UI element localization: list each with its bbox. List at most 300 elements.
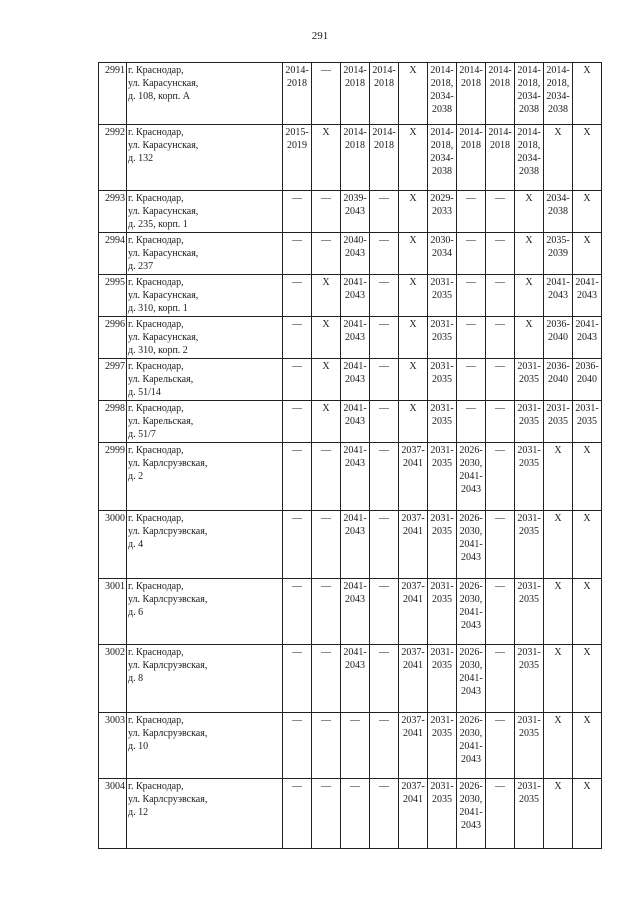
period-cell [370,779,399,849]
period-line: 2041- [343,319,367,330]
address-line: г. Краснодар, [128,127,184,138]
period-cell [428,511,457,579]
table-row [99,275,602,317]
period-line: 2043 [548,290,568,301]
period-cell [486,713,515,779]
period-line: 2041- [343,361,367,372]
period-line: 2018 [490,140,510,151]
x-mark: X [554,513,562,524]
address-cell [127,63,283,125]
period-line: 2041 [403,526,423,537]
period-line: 2038 [432,166,452,177]
period-line: 2030, [459,660,483,671]
period-cell [370,511,399,579]
period-cell [399,191,428,233]
period-cell [428,779,457,849]
period-line: 2018, [430,140,454,151]
x-mark: X [409,319,417,330]
period-line: 2043 [461,552,481,563]
period-line: 2037- [401,445,425,456]
period-cell [370,125,399,191]
period-cell [399,275,428,317]
x-mark: X [583,445,591,456]
period-line: 2035 [432,794,452,805]
period-cell [283,645,312,713]
x-mark: X [583,781,591,792]
x-mark: X [583,193,591,204]
address-cell [127,511,283,579]
period-line: 2026- [459,715,483,726]
dash-mark: — [379,445,389,456]
period-cell [283,125,312,191]
period-line: 2014- [459,65,483,76]
x-mark: X [554,781,562,792]
period-cell [457,579,486,645]
period-cell [486,359,515,401]
address-line: д. 51/14 [128,387,161,398]
period-cell [370,443,399,511]
period-cell [341,317,370,359]
period-cell [341,779,370,849]
period-cell [399,317,428,359]
period-line: 2035 [577,416,597,427]
period-line: 2041 [403,794,423,805]
dash-mark: — [495,277,505,288]
period-line: 2041- [343,277,367,288]
address-line: г. Краснодар, [128,193,184,204]
period-cell [573,579,602,645]
period-cell [399,359,428,401]
period-cell [573,317,602,359]
period-cell [370,401,399,443]
period-line: 2043 [461,620,481,631]
period-line: 2026- [459,781,483,792]
period-line: 2041- [343,445,367,456]
period-line: 2043 [345,660,365,671]
period-cell [544,779,573,849]
period-line: 2043 [461,820,481,831]
period-line: 2041- [575,319,599,330]
period-line: 2029- [430,193,454,204]
period-cell [341,401,370,443]
dash-mark: — [321,581,331,592]
period-line: 2014- [517,127,541,138]
address-line: ул. Карасунская, [128,78,199,89]
period-line: 2041- [459,471,483,482]
dash-mark: — [379,581,389,592]
period-line: 2041- [343,581,367,592]
period-cell [341,443,370,511]
period-cell [312,511,341,579]
address-line: д. 12 [128,807,149,818]
period-line: 2037- [401,581,425,592]
period-cell [573,401,602,443]
x-mark: X [583,647,591,658]
period-cell [312,645,341,713]
period-line: 2034- [546,193,570,204]
period-cell [399,233,428,275]
x-mark: X [322,127,330,138]
period-line: 2043 [345,526,365,537]
period-line: 2019 [287,140,307,151]
period-cell [544,233,573,275]
dash-mark: — [379,513,389,524]
dash-mark: — [495,647,505,658]
period-cell [341,511,370,579]
dash-mark: — [292,715,302,726]
period-cell [486,511,515,579]
x-mark: X [583,65,591,76]
period-line: 2041- [546,277,570,288]
period-cell [515,275,544,317]
x-mark: X [583,715,591,726]
period-line: 2014- [285,65,309,76]
address-line: г. Краснодар, [128,647,184,658]
period-cell [457,63,486,125]
period-line: 2018, [517,78,541,89]
address-cell [127,401,283,443]
period-cell [486,233,515,275]
period-line: 2018 [374,140,394,151]
dash-mark: — [292,319,302,330]
table-row [99,579,602,645]
period-cell [544,63,573,125]
period-cell [515,579,544,645]
period-line: 2014- [343,65,367,76]
period-line: 2030, [459,526,483,537]
address-cell [127,317,283,359]
period-cell [370,317,399,359]
table-row [99,125,602,191]
x-mark: X [322,277,330,288]
period-cell [486,125,515,191]
x-mark: X [409,127,417,138]
period-line: 2026- [459,513,483,524]
period-line: 2034- [430,91,454,102]
row-number: 3003 [99,713,127,779]
table-row [99,645,602,713]
address-line: ул. Карасунская, [128,206,199,217]
table-row [99,443,602,511]
period-line: 2043 [345,206,365,217]
period-line: 2035 [432,374,452,385]
period-line: 2043 [345,594,365,605]
period-cell [399,645,428,713]
period-cell [486,645,515,713]
period-cell [312,401,341,443]
period-cell [486,191,515,233]
period-line: 2034- [546,91,570,102]
period-line: 2014- [459,127,483,138]
x-mark: X [322,403,330,414]
x-mark: X [409,65,417,76]
dash-mark: — [495,403,505,414]
table-row [99,779,602,849]
period-line: 2031- [517,403,541,414]
address-cell [127,359,283,401]
x-mark: X [554,581,562,592]
period-cell [486,317,515,359]
period-line: 2031- [430,513,454,524]
period-line: 2033 [432,206,452,217]
period-cell [341,579,370,645]
period-cell [457,191,486,233]
address-line: д. 6 [128,607,144,618]
period-cell [312,63,341,125]
period-cell [428,233,457,275]
period-line: 2030- [430,235,454,246]
period-line: 2018 [374,78,394,89]
period-line: 2038 [548,104,568,115]
x-mark: X [525,319,533,330]
dash-mark: — [321,235,331,246]
period-line: 2043 [461,754,481,765]
address-line: г. Краснодар, [128,445,184,456]
period-line: 2035 [519,728,539,739]
period-line: 2043 [461,686,481,697]
address-cell [127,443,283,511]
dash-mark: — [495,319,505,330]
period-cell [544,645,573,713]
period-line: 2014- [343,127,367,138]
address-line: ул. Карлсруэвская, [128,594,208,605]
period-cell [573,63,602,125]
period-cell [428,125,457,191]
period-line: 2041- [575,277,599,288]
period-line: 2043 [345,332,365,343]
period-line: 2014- [488,127,512,138]
period-line: 2034- [517,91,541,102]
period-line: 2031- [546,403,570,414]
period-line: 2043 [345,374,365,385]
period-line: 2031- [430,319,454,330]
period-cell [283,233,312,275]
period-line: 2035 [519,416,539,427]
period-line: 2031- [517,361,541,372]
period-cell [457,443,486,511]
row-number: 2999 [99,443,127,511]
row-number: 3000 [99,511,127,579]
period-line: 2041- [343,647,367,658]
x-mark: X [583,127,591,138]
period-line: 2031- [430,361,454,372]
period-cell [428,317,457,359]
period-cell [515,63,544,125]
period-cell [312,275,341,317]
period-line: 2018 [345,140,365,151]
address-line: ул. Карлсруэвская, [128,526,208,537]
period-cell [544,317,573,359]
x-mark: X [554,445,562,456]
period-cell [370,713,399,779]
address-cell [127,125,283,191]
period-line: 2037- [401,513,425,524]
period-cell [341,233,370,275]
period-line: 2040 [577,374,597,385]
page-number: 291 [311,30,329,42]
x-mark: X [583,581,591,592]
period-cell [312,443,341,511]
address-line: д. 8 [128,673,144,684]
period-line: 2031- [430,781,454,792]
period-line: 2014- [430,65,454,76]
period-cell [515,443,544,511]
dash-mark: — [495,581,505,592]
dash-mark: — [321,65,331,76]
period-line: 2031- [430,445,454,456]
dash-mark: — [292,235,302,246]
period-line: 2038 [548,206,568,217]
period-line: 2018 [490,78,510,89]
period-line: 2014- [488,65,512,76]
address-line: д. 310, корп. 1 [128,303,188,314]
dash-mark: — [292,193,302,204]
dash-mark: — [350,781,360,792]
address-cell [127,233,283,275]
period-line: 2026- [459,647,483,658]
period-line: 2041 [403,728,423,739]
period-cell [457,317,486,359]
dash-mark: — [495,193,505,204]
row-number: 2994 [99,233,127,275]
period-cell [312,713,341,779]
period-cell [573,645,602,713]
row-number: 2995 [99,275,127,317]
dash-mark: — [495,235,505,246]
period-cell [515,125,544,191]
period-cell [399,779,428,849]
period-line: 2038 [519,166,539,177]
address-line: д. 108, корп. А [128,91,191,102]
period-cell [544,359,573,401]
row-number: 2997 [99,359,127,401]
period-line: 2014- [372,65,396,76]
period-line: 2018 [461,78,481,89]
period-cell [341,125,370,191]
dash-mark: — [466,277,476,288]
period-cell [573,443,602,511]
period-line: 2035 [519,594,539,605]
address-line: д. 237 [128,261,154,272]
x-mark: X [409,403,417,414]
period-line: 2026- [459,581,483,592]
period-cell [341,63,370,125]
address-line: ул. Карасунская, [128,290,199,301]
period-cell [515,511,544,579]
period-line: 2018, [430,78,454,89]
period-line: 2035 [432,416,452,427]
dash-mark: — [350,715,360,726]
period-line: 2043 [345,416,365,427]
x-mark: X [409,277,417,288]
period-line: 2040- [343,235,367,246]
dash-mark: — [495,781,505,792]
table-row [99,511,602,579]
period-line: 2031- [430,715,454,726]
address-line: ул. Карлсруэвская, [128,458,208,469]
dash-mark: — [321,715,331,726]
period-cell [341,191,370,233]
period-cell [283,401,312,443]
address-line: г. Краснодар, [128,361,184,372]
period-cell [457,125,486,191]
period-cell [341,713,370,779]
address-line: г. Краснодар, [128,277,184,288]
period-cell [399,511,428,579]
period-cell [370,275,399,317]
period-cell [399,579,428,645]
period-cell [486,63,515,125]
x-mark: X [409,235,417,246]
period-cell [515,233,544,275]
dash-mark: — [495,445,505,456]
period-line: 2038 [432,104,452,115]
address-line: ул. Карасунская, [128,248,199,259]
period-cell [428,63,457,125]
period-cell [544,511,573,579]
dash-mark: — [466,235,476,246]
period-cell [515,713,544,779]
row-number: 3004 [99,779,127,849]
dash-mark: — [379,235,389,246]
address-line: г. Краснодар, [128,781,184,792]
period-cell [399,63,428,125]
period-line: 2036- [575,361,599,372]
address-line: ул. Карасунская, [128,332,199,343]
period-line: 2039 [548,248,568,259]
schedule-table [98,62,602,849]
address-line: ул. Карлсруэвская, [128,728,208,739]
row-number: 2993 [99,191,127,233]
period-line: 2043 [345,248,365,259]
period-line: 2018 [461,140,481,151]
period-line: 2037- [401,781,425,792]
dash-mark: — [379,277,389,288]
period-line: 2014- [430,127,454,138]
x-mark: X [409,193,417,204]
period-line: 2035 [519,660,539,671]
table-row [99,317,602,359]
period-cell [573,779,602,849]
dash-mark: — [466,403,476,414]
period-cell [312,779,341,849]
period-cell [515,401,544,443]
period-line: 2041- [459,741,483,752]
address-line: д. 132 [128,153,154,164]
x-mark: X [525,277,533,288]
period-line: 2014- [546,65,570,76]
address-line: д. 4 [128,539,144,550]
period-line: 2035 [519,794,539,805]
period-cell [515,191,544,233]
dash-mark: — [321,647,331,658]
period-line: 2043 [345,458,365,469]
period-line: 2035 [432,594,452,605]
address-line: ул. Карельская, [128,416,194,427]
period-cell [341,275,370,317]
period-line: 2014- [372,127,396,138]
period-line: 2031- [517,781,541,792]
period-line: 2031- [517,513,541,524]
period-line: 2040 [548,374,568,385]
row-number: 2991 [99,63,127,125]
table-row [99,713,602,779]
period-cell [573,191,602,233]
period-line: 2035 [432,660,452,671]
period-cell [312,359,341,401]
period-cell [283,713,312,779]
dash-mark: — [292,277,302,288]
